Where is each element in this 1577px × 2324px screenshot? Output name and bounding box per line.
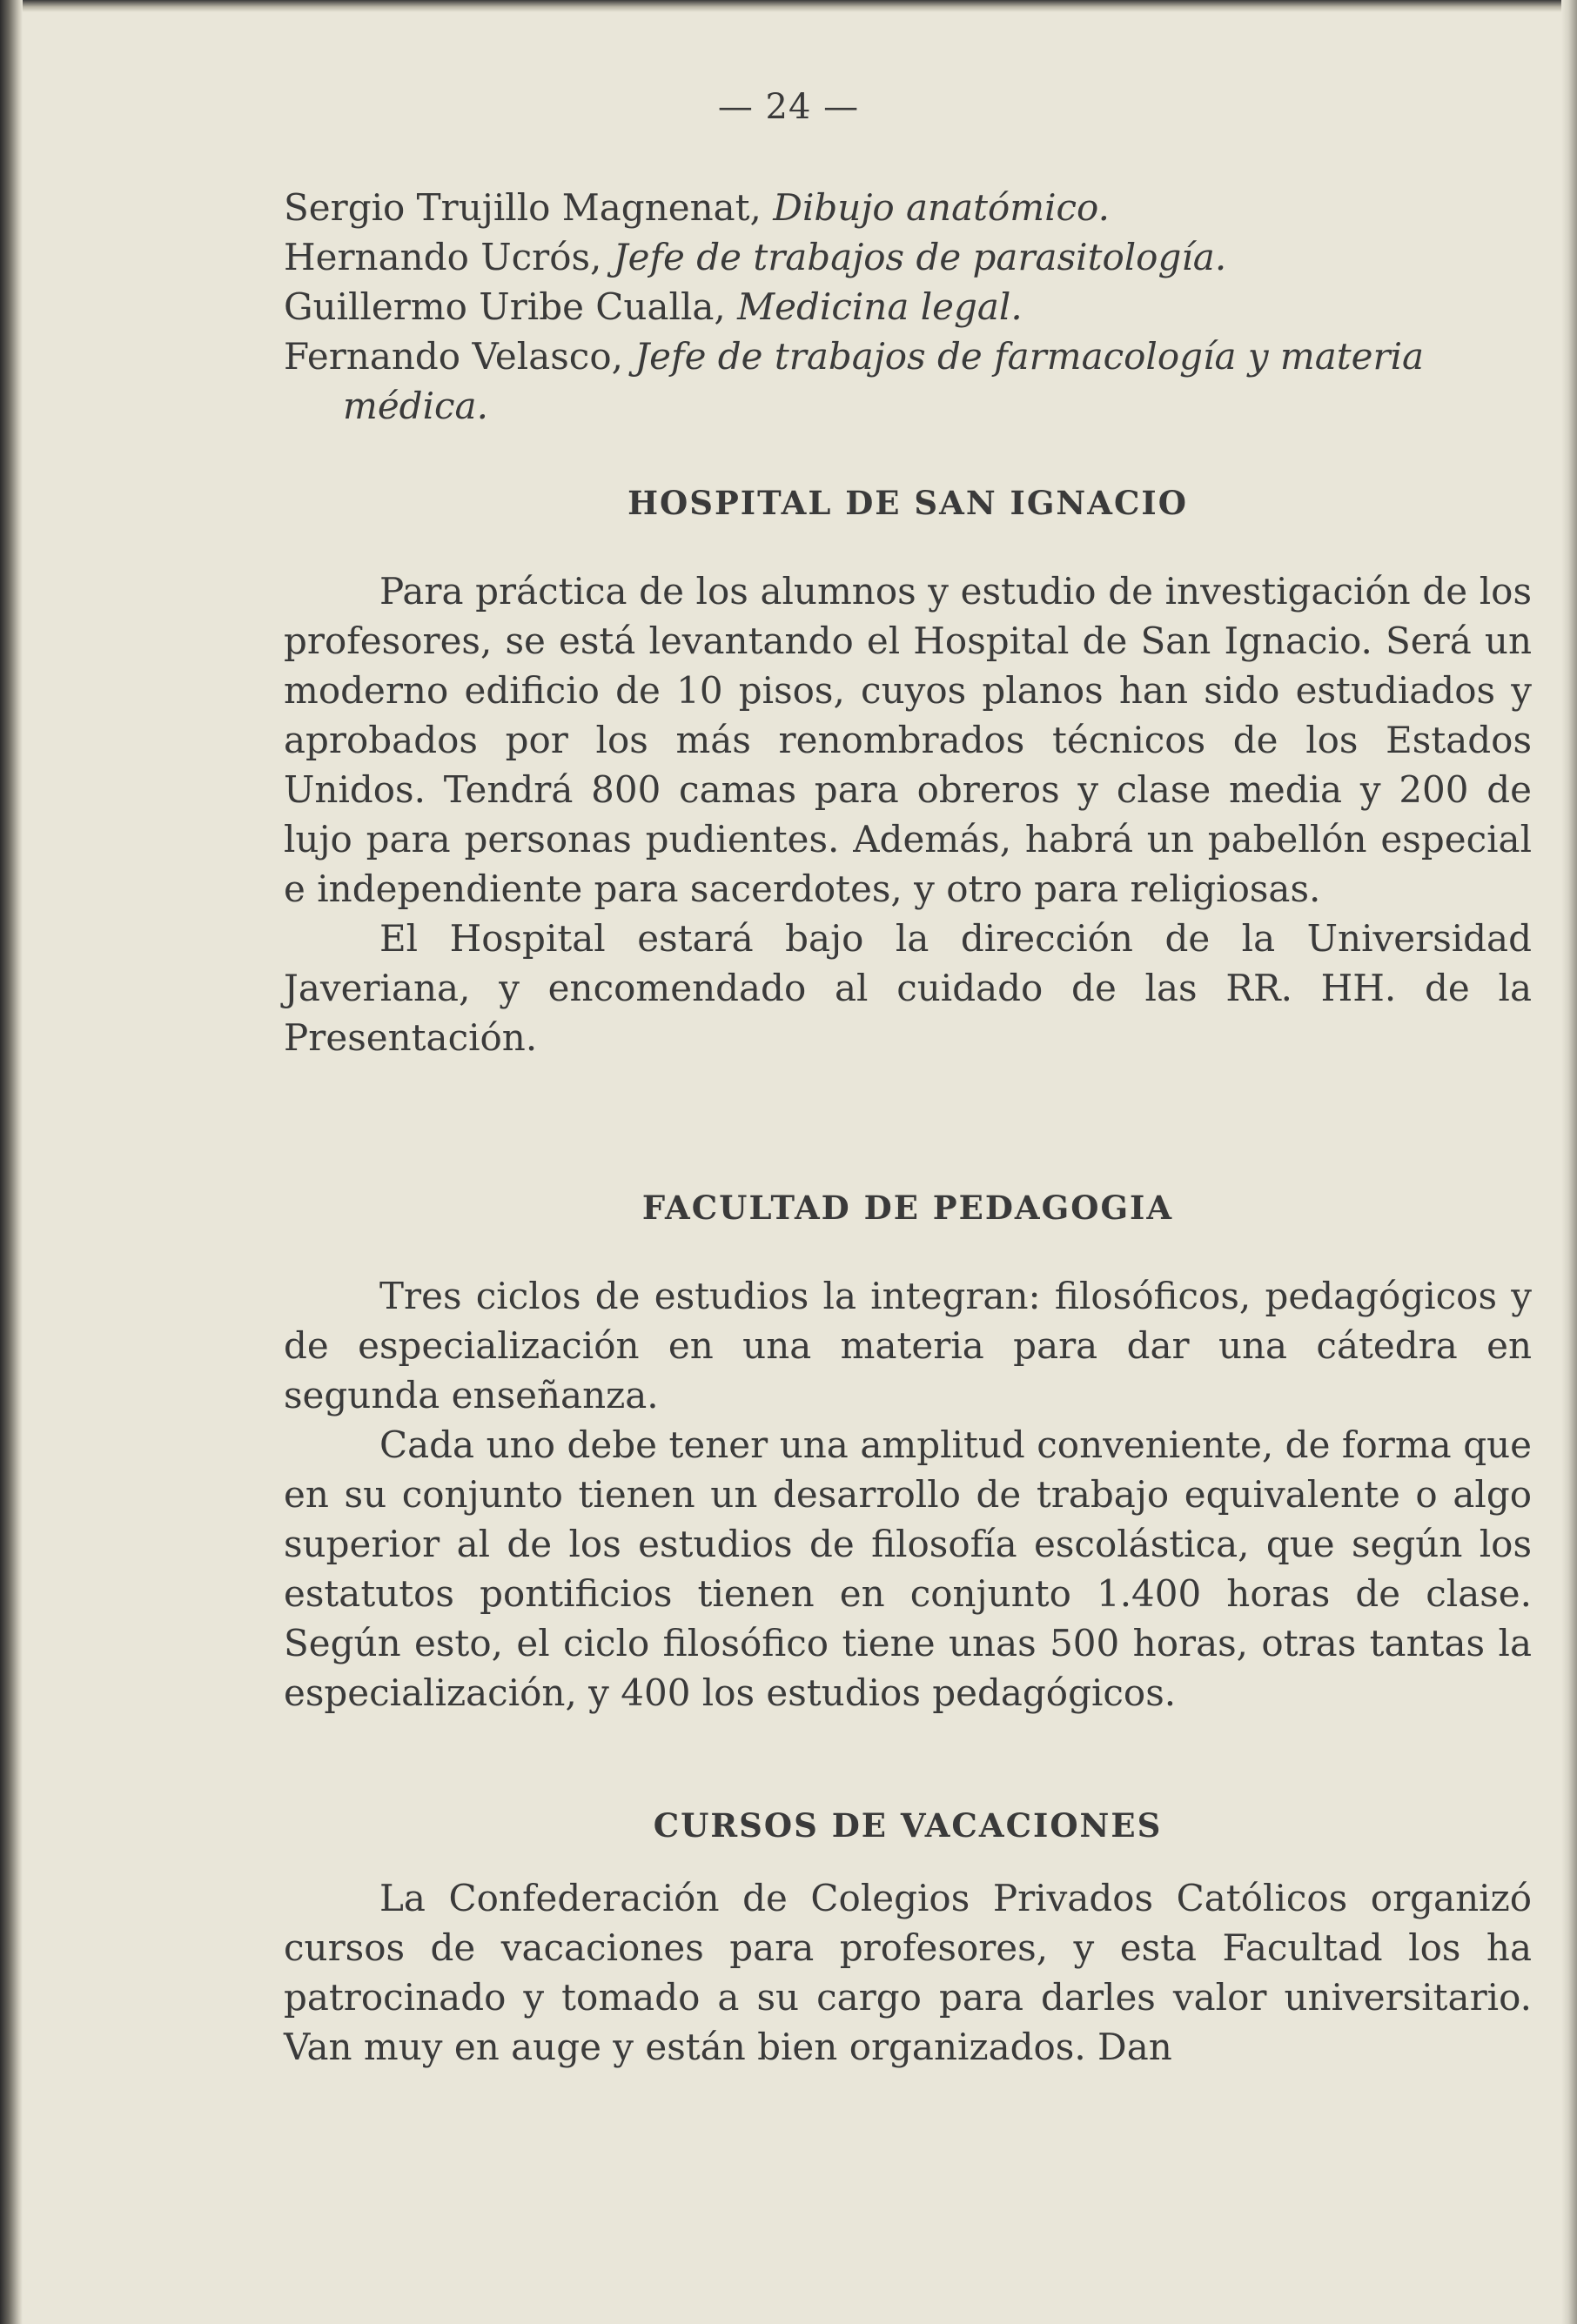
section-heading: FACULTAD DE PEDAGOGIA <box>641 1189 1174 1227</box>
staff-entry <box>284 282 1532 332</box>
section-heading: HOSPITAL DE SAN IGNACIO <box>627 484 1188 522</box>
staff-name: Guillermo Uribe Cualla, <box>284 285 726 328</box>
staff-role: Jefe de trabajos de farmacología y materia médica. <box>343 335 1425 427</box>
staff-name: Fernando Velasco, <box>284 335 623 378</box>
paragraph: Para práctica de los alumnos y estudio de investigación de los profesores, se está levantando el Hospital de San Ignacio. Será un moderno edificio de 10 pisos, cuyos planos han sido estudiados y aprobados por los más renombrados técnicos de los Estados Unidos. Tendrá 800 camas para obreros y clase media y 200 de lujo para personas pudientes. Además, habrá un pabellón especial e independiente para sacerdotes, y otro para religiosas. <box>284 570 1532 910</box>
section-cursos-vacaciones <box>284 1801 1532 2072</box>
paragraph: Cada uno debe tener una amplitud conveniente, de forma que en su conjunto tienen un desarrollo de trabajo equivalente o algo superior al de los estudios de filosofía escolástica, que según los estatutos pontificios tienen en conjunto 1.400 horas de clase. Según esto, el ciclo filosófico tiene unas 500 horas, otras tantas la especialización, y 400 los estudios pedagógicos. <box>284 1423 1532 1714</box>
section-facultad-pedagogia <box>284 1183 1532 1718</box>
staff-role: Medicina legal. <box>737 285 1023 328</box>
staff-role: Dibujo anatómico. <box>773 186 1110 229</box>
staff-entry <box>284 183 1532 232</box>
staff-list <box>284 183 1532 431</box>
page-number: — 24 — <box>717 87 860 127</box>
staff-name: Hernando Ucrós, <box>284 236 602 278</box>
paragraph: Tres ciclos de estudios la integran: filosóficos, pedagógicos y de especialización en una materia para dar una cátedra en segunda enseñanza. <box>284 1275 1532 1417</box>
section-heading: CURSOS DE VACACIONES <box>653 1806 1163 1845</box>
paragraph: El Hospital estará bajo la dirección de la Universidad Javeriana, y encomendado al cuidado de las RR. HH. de la Presentación. <box>284 917 1532 1059</box>
staff-entry <box>284 232 1532 282</box>
staff-name: Sergio Trujillo Magnenat, <box>284 186 762 229</box>
paragraph: La Confederación de Colegios Privados Católicos organizó cursos de vacaciones para profesores, y esta Facultad los ha patrocinado y tomado a su cargo para darles valor universitario. Van muy en auge y están bien organizados. Dan <box>284 1877 1532 2068</box>
staff-entry <box>284 332 1532 431</box>
staff-role: Jefe de trabajos de parasitología. <box>613 236 1227 278</box>
section-hospital-san-ignacio <box>284 479 1532 1062</box>
